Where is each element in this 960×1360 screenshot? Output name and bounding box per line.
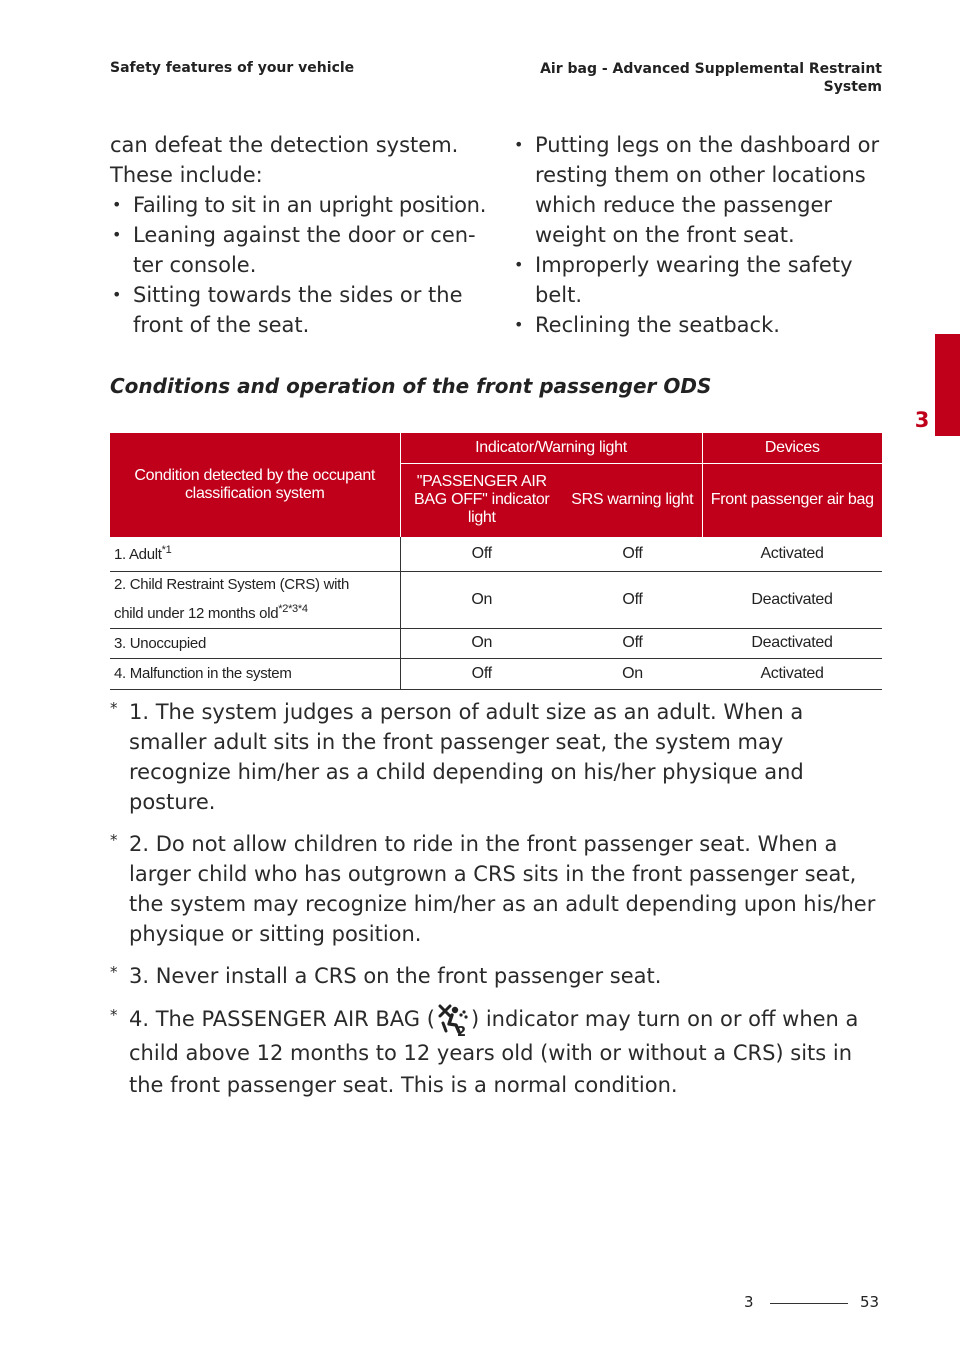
table-row (110, 571, 882, 628)
condition-text: 2. Child Restraint System (CRS) with (114, 576, 350, 593)
footnote-asterisk: * (110, 699, 118, 717)
footer-page-number: 53 (860, 1293, 880, 1311)
footer-divider (770, 1303, 848, 1304)
footnote-text: 2. Do not allow children to ride in the front passenger seat. When a larger child who has outgrown a CRS sits in the front passenger seat, the system may recognize him/her as an adult depending upon his/her physique or sitting position. (129, 832, 876, 946)
paragraph-line: can defeat the detection system. (110, 133, 459, 157)
condition-text-line2 (114, 597, 398, 626)
footnote-3 (110, 961, 885, 991)
condition-cell: 3. Unoccupied (110, 628, 400, 658)
header-topic-line1: Air bag - Advanced Supplemental Restraint (540, 61, 882, 77)
pab-cell: Off (400, 658, 563, 689)
chapter-number: 3 (914, 408, 930, 432)
bullet-item: • Leaning against the door or cen-ter console. (110, 220, 488, 280)
condition-cell: 4. Malfunction in the system (110, 658, 400, 689)
bullet-list (110, 190, 488, 340)
footnote-ref: *2*3*4 (278, 603, 308, 615)
footer-chapter-number: 3 (744, 1293, 754, 1311)
table-row (110, 628, 882, 658)
header-pab-indicator: "PASSENGER AIR BAG OFF" indicator light (400, 463, 563, 537)
header-section-title: Safety features of your vehicle (110, 60, 355, 76)
header-front-airbag: Front passenger air bag (702, 463, 882, 537)
airbag-cell: Activated (702, 658, 882, 689)
airbag-cell: Deactivated (702, 571, 882, 628)
chapter-side-tab (935, 334, 960, 436)
header-topic-line2: System (823, 79, 882, 95)
footnote-asterisk: * (110, 831, 118, 849)
passenger-airbag-off-icon (436, 1003, 470, 1037)
condition-text: 1. Adult (114, 546, 162, 564)
right-text-column (512, 130, 882, 340)
footnote-text: 3. Never install a CRS on the front passenger seat. (129, 964, 662, 988)
footnote-text: 4. The PASSENGER AIR BAG ( (129, 1007, 435, 1031)
header-condition: Condition detected by the occupant classification system (110, 433, 400, 537)
ods-conditions-table (110, 433, 882, 690)
srs-cell: On (563, 658, 702, 689)
srs-cell: Off (563, 537, 702, 571)
header-srs-warning: SRS warning light (563, 463, 702, 537)
footnote-4 (110, 1003, 885, 1101)
airbag-cell: Deactivated (702, 628, 882, 658)
condition-text: child under 12 months old (114, 605, 279, 622)
section-title: Conditions and operation of the front passenger ODS (110, 374, 712, 398)
bullet-item: • Improperly wearing the safety belt. (512, 250, 882, 310)
pab-cell: Off (400, 537, 563, 571)
footnote-2 (110, 829, 885, 949)
condition-cell (110, 571, 400, 628)
header-indicator-group: Indicator/Warning light (400, 433, 702, 463)
condition-cell (110, 537, 400, 571)
footnote-asterisk: * (110, 963, 118, 981)
bullet-item: • Sitting towards the sides or the front of the seat. (110, 280, 488, 340)
table-row (110, 537, 882, 571)
table-row (110, 658, 882, 689)
left-text-column (110, 130, 488, 340)
srs-cell: Off (563, 628, 702, 658)
bullet-list (512, 130, 882, 340)
airbag-cell: Activated (702, 537, 882, 571)
srs-cell: Off (563, 571, 702, 628)
bullet-item: • Putting legs on the dashboard or resting them on other locations which reduce the passenger weight on the front seat. (512, 130, 882, 250)
footnote-text: ) indicator may turn on or off when a child above 12 months to 12 years old (with or without a CRS) sits in the front passenger seat. This is a normal condition. (129, 1007, 859, 1097)
header-devices-group: Devices (702, 433, 882, 463)
footnote-1 (110, 697, 885, 817)
bullet-item: • Reclining the seatback. (512, 310, 882, 340)
footnote-asterisk: * (110, 1006, 118, 1024)
bullet-item: • Failing to sit in an upright position. (110, 190, 488, 220)
pab-cell: On (400, 628, 563, 658)
pab-cell: On (400, 571, 563, 628)
footnote-text: 1. The system judges a person of adult size as an adult. When a smaller adult sits in the front passenger seat, the system may recognize him/her as a child depending on his/her physique and posture. (129, 700, 804, 814)
icon-digit: 2 (456, 1025, 466, 1037)
footnote-ref: *1 (161, 544, 172, 557)
footnotes (110, 697, 885, 1113)
paragraph-line: These include: (110, 163, 263, 187)
header-topic-title (522, 60, 882, 96)
